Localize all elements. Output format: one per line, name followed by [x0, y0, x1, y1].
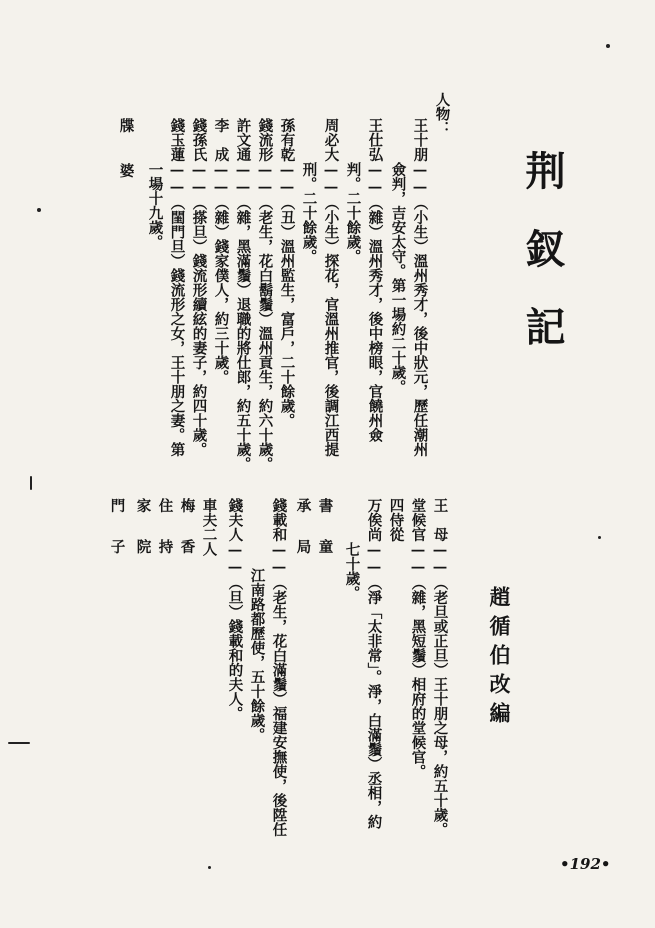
play-title: 荆釵記: [519, 150, 566, 384]
cast-line: 書 童: [316, 498, 334, 560]
scan-speck: [208, 866, 211, 869]
cast-line: 刑。二十餘歲。: [300, 162, 318, 264]
cast-line: 人物：: [433, 92, 451, 136]
cast-line: 李 成——（雜）錢家僕人，約三十歲。: [212, 118, 230, 384]
cast-line: 梅 香: [178, 498, 196, 560]
cast-line: 周必大——（小生）探花，官溫州推官，後調江西提: [322, 118, 340, 457]
cast-line: 錢載和——（老生，花白滿鬚）福建安撫使，後陞任: [270, 498, 288, 837]
scan-speck: [598, 536, 601, 539]
editor-credit: 趙循伯改編: [487, 586, 512, 731]
cast-line: 住 持: [156, 498, 174, 560]
scan-speck: [606, 44, 610, 48]
cast-line: 江南路都歷使，五十餘歲。: [248, 568, 266, 742]
cast-line: 王十朋——（小生）溫州秀才，後中狀元，歷任潮州: [411, 118, 429, 457]
cast-line: 錢夫人——（旦）錢載和的夫人。: [226, 498, 244, 721]
cast-line: 承 局: [294, 498, 312, 560]
cast-line: 一場十九歲。: [146, 162, 164, 249]
scan-speck: [30, 476, 32, 490]
cast-line: 王 母——（老旦或正旦）王十朋之母，約五十歲。: [431, 498, 449, 837]
cast-line: 王仕弘——（雜）溫州秀才，後中榜眼，官饒州僉: [366, 118, 384, 442]
scan-speck: [8, 742, 30, 744]
cast-line: 判。二十餘歲。: [344, 162, 362, 264]
cast-line: 錢玉蓮——（閨門旦）錢流形之女，王十朋之妻。第: [168, 118, 186, 457]
cast-line: 七十歲。: [343, 542, 361, 600]
cast-line: 家 院: [134, 498, 152, 560]
cast-line: 僉判，吉安太守。第一場約二十歲。: [389, 162, 407, 394]
cast-line: 孫有乾——（丑）溫州監生，富戶，二十餘歲。: [278, 118, 296, 428]
scan-speck: [37, 208, 41, 212]
cast-line: 四侍從: [387, 498, 405, 542]
cast-line: 車夫二人: [200, 498, 218, 556]
cast-line: 堂候官——（雜，黑短鬚）相府的堂候官。: [409, 498, 427, 779]
cast-line: 牒 婆: [117, 118, 135, 186]
cast-line: 万俟尚——（淨「太非常」。淨，白滿鬚）丞相，約: [365, 498, 383, 830]
cast-line: 門 子: [108, 498, 126, 560]
cast-line: 許文通——（雜，黑滿鬚）退職的將仕郎，約五十歲。: [234, 118, 252, 471]
cast-line: 錢流形——（老生，花白鬍鬚）溫州貢生，約六十歲。: [256, 118, 274, 471]
cast-line: 錢孫氏——（搽旦）錢流形續絃的妻子，約四十歲。: [190, 118, 208, 457]
page-number: •192•: [560, 855, 611, 873]
